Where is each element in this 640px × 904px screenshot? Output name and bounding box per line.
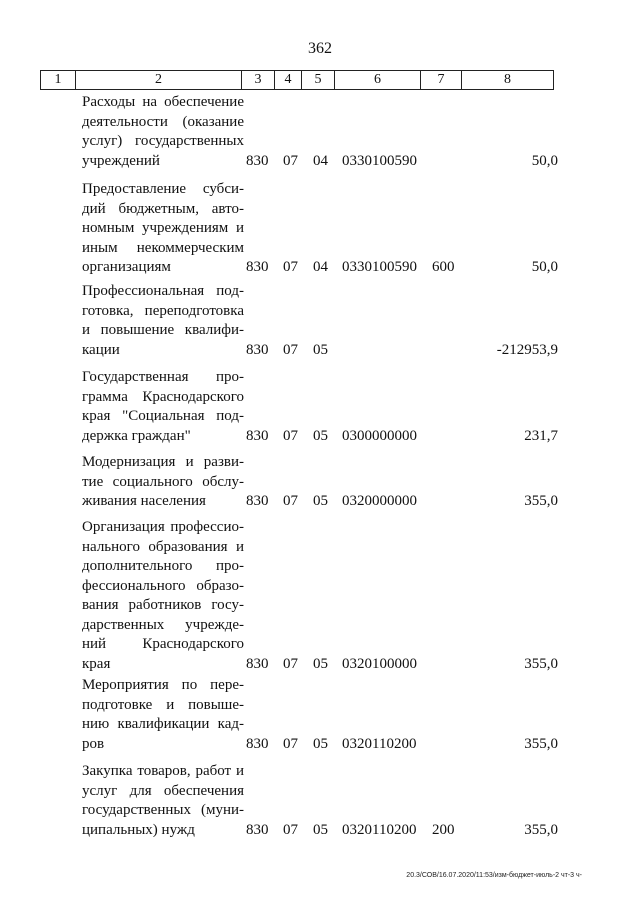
description-line: услуг для обеспечения — [82, 782, 244, 799]
section-code: 07 — [283, 152, 298, 169]
amount-value: 231,7 — [524, 427, 558, 444]
description-line: Организация профессио- — [82, 519, 244, 535]
subsection-code: 05 — [313, 735, 328, 752]
target-article-code: 0330100590 — [342, 152, 417, 169]
description-line: государственных (муни- — [82, 802, 244, 818]
admin-code: 830 — [246, 427, 269, 444]
section-code: 07 — [283, 259, 298, 275]
amount-value: 50,0 — [531, 152, 558, 169]
admin-code: 830 — [246, 493, 269, 509]
row-description — [82, 762, 244, 840]
description-line: Расходы на обеспечение — [82, 94, 244, 110]
row-description — [82, 282, 244, 360]
description-line: дополнительного про- — [82, 558, 244, 574]
amount-value: -212953,9 — [496, 341, 558, 358]
header-col-1: 1 — [41, 71, 76, 89]
row-description — [82, 518, 244, 674]
row-description — [82, 676, 244, 754]
description-line: дий бюджетным, авто- — [82, 200, 244, 217]
description-line: нального образования и — [82, 538, 244, 555]
target-article-code: 0320110200 — [342, 735, 417, 752]
description-line: дарственных учрежде- — [82, 616, 244, 633]
footer-doc-code: 20.3/СОВ/16.07.2020/11:53/изм-бюджет-июль-2 чт-3 ч- — [406, 872, 582, 879]
description-line: готовка, переподготовка — [82, 302, 244, 319]
amount-value: 50,0 — [531, 259, 558, 275]
header-col-5: 5 — [302, 71, 335, 89]
header-col-6: 6 — [335, 71, 421, 89]
section-code: 07 — [283, 427, 298, 444]
row-description — [82, 453, 244, 512]
row-description — [82, 180, 244, 278]
section-code: 07 — [283, 735, 298, 752]
description-line: деятельности (оказание — [82, 113, 244, 130]
header-col-4: 4 — [275, 71, 302, 89]
description-line: живания населения — [82, 493, 206, 509]
expense-type-code: 200 — [432, 821, 455, 838]
description-line: грамма Краснодарского — [82, 388, 244, 405]
header-col-8: 8 — [504, 72, 511, 87]
header-col-3: 3 — [242, 71, 275, 89]
description-line: Профессиональная под- — [82, 283, 244, 299]
header-col-2: 2 — [76, 71, 242, 89]
section-code: 07 — [283, 341, 298, 358]
description-line: Модернизация и разви- — [82, 454, 244, 470]
amount-value: 355,0 — [524, 493, 558, 509]
description-line: услуг) государственных — [82, 133, 244, 149]
description-line: Государственная про- — [82, 369, 244, 385]
admin-code: 830 — [246, 152, 269, 169]
subsection-code: 04 — [313, 152, 328, 169]
target-article-code: 0300000000 — [342, 427, 417, 444]
subsection-code: 04 — [313, 259, 328, 275]
target-article-code: 0330100590 — [342, 259, 417, 275]
amount-value: 355,0 — [524, 821, 558, 838]
description-line: тие социального обслу- — [82, 473, 244, 490]
description-line: подготовке и повыше- — [82, 696, 244, 713]
description-line: ний Краснодарского — [82, 636, 244, 652]
amount-value: 355,0 — [524, 735, 558, 752]
description-line: края — [82, 655, 111, 672]
description-line: номным учреждениям и — [82, 220, 244, 236]
subsection-code: 05 — [313, 821, 328, 838]
admin-code: 830 — [246, 821, 269, 838]
description-line: кации — [82, 341, 120, 358]
description-line: держка граждан" — [82, 427, 191, 444]
description-line: ципальных) нужд — [82, 821, 195, 838]
description-line: Мероприятия по пере- — [82, 677, 244, 693]
subsection-code: 05 — [313, 493, 328, 509]
subsection-code: 05 — [313, 427, 328, 444]
admin-code: 830 — [246, 259, 269, 275]
section-code: 07 — [283, 821, 298, 838]
target-article-code: 0320100000 — [342, 655, 417, 672]
section-code: 07 — [283, 655, 298, 672]
table-header — [40, 70, 554, 90]
description-line: фессионального образо- — [82, 577, 244, 594]
target-article-code: 0320110200 — [342, 821, 417, 838]
row-description — [82, 93, 244, 171]
target-article-code: 0320000000 — [342, 493, 417, 509]
description-line: иным некоммерческим — [82, 239, 244, 256]
description-line: организациям — [82, 259, 171, 275]
description-line: края "Социальная под- — [82, 408, 244, 424]
admin-code: 830 — [246, 341, 269, 358]
description-line: Закупка товаров, работ и — [82, 763, 244, 779]
admin-code: 830 — [246, 735, 269, 752]
description-line: Предоставление субси- — [82, 181, 244, 197]
page-number: 362 — [308, 40, 332, 57]
admin-code: 830 — [246, 655, 269, 672]
description-line: учреждений — [82, 152, 160, 169]
description-line: вания работников госу- — [82, 597, 244, 613]
header-col-7: 7 — [421, 71, 462, 89]
amount-value: 355,0 — [524, 655, 558, 672]
description-line: ров — [82, 735, 105, 752]
section-code: 07 — [283, 493, 298, 509]
description-line: нию квалификации кад- — [82, 716, 244, 732]
row-description — [82, 368, 244, 446]
subsection-code: 05 — [313, 655, 328, 672]
description-line: и повышение квалифи- — [82, 322, 244, 338]
expense-type-code: 600 — [432, 259, 455, 275]
subsection-code: 05 — [313, 341, 328, 358]
